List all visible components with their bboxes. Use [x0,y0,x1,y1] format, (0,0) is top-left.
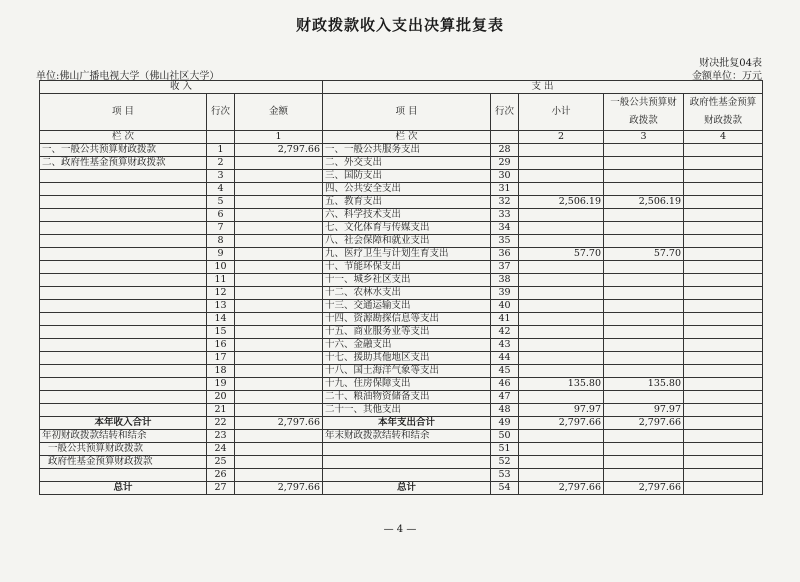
table-row [40,378,763,391]
col-index-blank-2 [491,131,519,144]
gov-fund-amount-cell [684,430,763,443]
income-row-no-cell: 22 [207,417,235,430]
income-amount-cell [235,222,323,235]
subtotal-cell [519,326,604,339]
expense-item-cell: 二十一、其他支出 [323,404,491,417]
gov-fund-amount-cell [684,222,763,235]
income-item-cell: 一般公共预算财政拨款 [40,443,207,456]
expense-row-no-cell: 42 [491,326,519,339]
table-row [40,170,763,183]
income-item-cell [40,196,207,209]
income-item-cell [40,352,207,365]
subtotal-cell [519,144,604,157]
general-public-amount-cell [604,287,684,300]
expense-row-no-cell: 48 [491,404,519,417]
expense-row-no-cell: 31 [491,183,519,196]
general-public-amount-cell [604,274,684,287]
general-public-amount-cell: 2,797.66 [604,417,684,430]
general-public-amount-cell [604,339,684,352]
income-amount-cell [235,404,323,417]
column-header-row [40,94,763,131]
expense-item-cell: 十一、城乡社区支出 [323,274,491,287]
income-row-no-cell: 19 [207,378,235,391]
income-row-no-cell: 9 [207,248,235,261]
income-item-cell [40,378,207,391]
general-public-amount-cell [604,469,684,482]
subtotal-header: 小计 [519,94,604,131]
general-public-amount-cell [604,352,684,365]
expense-item-cell: 十、节能环保支出 [323,261,491,274]
expense-item-cell [323,443,491,456]
income-item-cell: 年初财政拨款结转和结余 [40,430,207,443]
general-public-amount-cell [604,157,684,170]
income-amount-cell [235,196,323,209]
income-item-cell: 总计 [40,482,207,495]
income-amount-cell: 2,797.66 [235,144,323,157]
income-item-cell [40,313,207,326]
subtotal-cell [519,287,604,300]
income-item-cell [40,287,207,300]
gov-fund-amount-cell [684,482,763,495]
form-code: 财决批复04表 [699,58,762,69]
general-public-amount-cell: 135.80 [604,378,684,391]
gov-fund-amount-cell [684,417,763,430]
income-row-no-cell: 23 [207,430,235,443]
general-public-amount-cell: 97.97 [604,404,684,417]
expense-item-cell: 本年支出合计 [323,417,491,430]
table-row [40,287,763,300]
income-row-no-cell: 16 [207,339,235,352]
gov-fund-amount-cell [684,209,763,222]
income-item-cell [40,339,207,352]
gov-fund-amount-cell [684,365,763,378]
col-index-blank [207,131,235,144]
expense-row-no-cell: 32 [491,196,519,209]
subtotal-cell [519,313,604,326]
subtotal-cell: 135.80 [519,378,604,391]
expense-row-no-cell: 44 [491,352,519,365]
income-amount-cell [235,248,323,261]
subtotal-cell [519,235,604,248]
col-index-label-2: 栏 次 [323,131,491,144]
page-title: 财政拨款收入支出决算批复表 [295,16,504,34]
income-amount-cell [235,430,323,443]
income-row-no-cell: 26 [207,469,235,482]
subtotal-cell [519,469,604,482]
income-row-no-cell: 13 [207,300,235,313]
amount-unit: 金额单位：万元 [692,71,762,82]
subtotal-cell [519,391,604,404]
income-row-no-cell: 2 [207,157,235,170]
expense-item-cell: 一、一般公共服务支出 [323,144,491,157]
income-item-cell [40,326,207,339]
gov-fund-amount-cell [684,326,763,339]
income-item-cell [40,300,207,313]
income-amount-cell [235,183,323,196]
gov-fund-amount-cell [684,352,763,365]
expense-row-no-cell: 40 [491,300,519,313]
subtotal-cell [519,183,604,196]
expense-row-no-cell: 51 [491,443,519,456]
income-item-cell [40,183,207,196]
expense-row-no-cell: 39 [491,287,519,300]
gov-fund-amount-cell [684,378,763,391]
expense-item-cell: 二、外交支出 [323,157,491,170]
income-row-no-cell: 5 [207,196,235,209]
income-amount-cell [235,287,323,300]
income-row-no-cell: 1 [207,144,235,157]
income-row-no-cell: 12 [207,287,235,300]
income-item-cell [40,209,207,222]
income-row-no-cell: 20 [207,391,235,404]
gov-fund-amount-cell [684,443,763,456]
expense-group-header: 支 出 [323,81,763,94]
income-item-cell: 本年收入合计 [40,417,207,430]
subtotal-cell: 2,797.66 [519,417,604,430]
table-row [40,261,763,274]
table-row [40,222,763,235]
income-item-cell: 政府性基金预算财政拨款 [40,456,207,469]
table-row [40,196,763,209]
income-row-no-cell: 6 [207,209,235,222]
table-row [40,300,763,313]
expense-row-no-cell: 38 [491,274,519,287]
table-row [40,482,763,495]
general-public-amount-cell [604,443,684,456]
gov-fund-amount-cell [684,339,763,352]
income-item-cell [40,469,207,482]
table-body [40,144,763,495]
general-public-amount-cell [604,313,684,326]
expense-row-no-cell: 47 [491,391,519,404]
gov-fund-amount-cell [684,235,763,248]
expense-row-no-cell: 53 [491,469,519,482]
expense-item-cell: 十七、援助其他地区支出 [323,352,491,365]
income-amount-cell [235,209,323,222]
expense-item-cell: 七、文化体育与传媒支出 [323,222,491,235]
group-header-row [40,81,763,94]
expense-row-no-cell: 43 [491,339,519,352]
expense-item-cell: 十二、农林水支出 [323,287,491,300]
income-amount-cell [235,339,323,352]
expense-row-no-cell: 33 [491,209,519,222]
income-amount-header: 金额 [235,94,323,131]
col-index-label: 栏 次 [40,131,207,144]
general-public-amount-cell [604,326,684,339]
expense-row-no-cell: 37 [491,261,519,274]
expense-item-cell: 三、国防支出 [323,170,491,183]
expense-row-no-header: 行次 [491,94,519,131]
expense-item-header: 项 目 [323,94,491,131]
expense-item-cell: 五、教育支出 [323,196,491,209]
income-item-header: 项 目 [40,94,207,131]
general-public-amount-cell [604,261,684,274]
income-amount-cell [235,456,323,469]
table-row [40,469,763,482]
general-public-amount-cell: 2,506.19 [604,196,684,209]
gov-fund-amount-cell [684,456,763,469]
subtotal-cell [519,209,604,222]
col-index-2: 2 [519,131,604,144]
income-row-no-cell: 10 [207,261,235,274]
expense-row-no-cell: 54 [491,482,519,495]
col-index-3: 3 [604,131,684,144]
income-amount-cell [235,235,323,248]
general-public-amount-cell [604,209,684,222]
expense-item-cell: 二十、粮油物资储备支出 [323,391,491,404]
income-row-no-cell: 7 [207,222,235,235]
expense-item-cell: 九、医疗卫生与计划生育支出 [323,248,491,261]
expense-item-cell: 四、公共安全支出 [323,183,491,196]
income-amount-cell [235,378,323,391]
subtotal-cell: 2,506.19 [519,196,604,209]
expense-item-cell: 总计 [323,482,491,495]
expense-row-no-cell: 41 [491,313,519,326]
gov-fund-amount-cell [684,404,763,417]
expense-item-cell: 八、社会保障和就业支出 [323,235,491,248]
income-item-cell [40,235,207,248]
table-row [40,417,763,430]
income-item-cell [40,248,207,261]
page-number: — 4 — [383,524,417,535]
income-amount-cell [235,326,323,339]
general-public-amount-cell [604,456,684,469]
table-row [40,430,763,443]
subtotal-cell [519,352,604,365]
subtotal-cell: 57.70 [519,248,604,261]
income-row-no-cell: 21 [207,404,235,417]
table-row [40,313,763,326]
gov-fund-amount-cell [684,287,763,300]
table-row [40,274,763,287]
general-public-amount-cell [604,144,684,157]
subtotal-cell [519,261,604,274]
col-index-1: 1 [235,131,323,144]
general-public-amount-cell [604,300,684,313]
table-row [40,248,763,261]
table-row [40,209,763,222]
table-row [40,443,763,456]
table-row [40,183,763,196]
subtotal-cell [519,170,604,183]
gov-fund-amount-cell [684,196,763,209]
expense-item-cell: 十五、商业服务业等支出 [323,326,491,339]
income-item-cell: 二、政府性基金预算财政拨款 [40,157,207,170]
subtotal-cell [519,274,604,287]
income-row-no-cell: 11 [207,274,235,287]
expense-row-no-cell: 36 [491,248,519,261]
income-item-cell [40,365,207,378]
income-amount-cell [235,443,323,456]
income-amount-cell [235,313,323,326]
expense-row-no-cell: 28 [491,144,519,157]
income-amount-cell [235,300,323,313]
income-item-cell [40,222,207,235]
income-row-no-header: 行次 [207,94,235,131]
expense-item-cell: 十四、资源勘探信息等支出 [323,313,491,326]
expense-row-no-cell: 29 [491,157,519,170]
expense-row-no-cell: 35 [491,235,519,248]
expense-row-no-cell: 34 [491,222,519,235]
general-public-amount-cell [604,365,684,378]
income-amount-cell [235,469,323,482]
subtotal-cell [519,157,604,170]
income-item-cell [40,170,207,183]
gov-fund-header: 政府性基金预算财政拨款 [684,94,763,131]
income-amount-cell: 2,797.66 [235,482,323,495]
income-row-no-cell: 4 [207,183,235,196]
expense-item-cell [323,469,491,482]
income-amount-cell [235,170,323,183]
income-group-header: 收 入 [40,81,323,94]
subtotal-cell [519,339,604,352]
expense-row-no-cell: 52 [491,456,519,469]
income-amount-cell [235,365,323,378]
appropriation-table [39,80,763,495]
general-public-amount-cell: 57.70 [604,248,684,261]
gov-fund-amount-cell [684,144,763,157]
gov-fund-amount-cell [684,469,763,482]
general-public-header: 一般公共预算财政拨款 [604,94,684,131]
table-row [40,326,763,339]
expense-row-no-cell: 50 [491,430,519,443]
expense-row-no-cell: 30 [491,170,519,183]
expense-row-no-cell: 45 [491,365,519,378]
expense-item-cell: 十六、金融支出 [323,339,491,352]
general-public-amount-cell [604,222,684,235]
income-row-no-cell: 3 [207,170,235,183]
gov-fund-amount-cell [684,274,763,287]
subtotal-cell [519,443,604,456]
expense-item-cell: 十八、国土海洋气象等支出 [323,365,491,378]
gov-fund-amount-cell [684,170,763,183]
column-index-row [40,131,763,144]
table-row [40,339,763,352]
expense-item-cell: 六、科学技术支出 [323,209,491,222]
income-amount-cell: 2,797.66 [235,417,323,430]
table-row [40,235,763,248]
income-item-cell [40,274,207,287]
gov-fund-amount-cell [684,313,763,326]
income-item-cell [40,391,207,404]
subtotal-cell [519,300,604,313]
income-item-cell [40,261,207,274]
reporting-unit: 单位:佛山广播电视大学（佛山社区大学） [36,71,220,82]
subtotal-cell: 2,797.66 [519,482,604,495]
income-amount-cell [235,352,323,365]
table-row [40,157,763,170]
gov-fund-amount-cell [684,157,763,170]
income-row-no-cell: 17 [207,352,235,365]
general-public-amount-cell [604,235,684,248]
gov-fund-amount-cell [684,261,763,274]
expense-item-cell: 年末财政拨款结转和结余 [323,430,491,443]
table-row [40,144,763,157]
income-amount-cell [235,261,323,274]
income-item-cell [40,404,207,417]
subtotal-cell [519,222,604,235]
gov-fund-amount-cell [684,183,763,196]
general-public-amount-cell [604,170,684,183]
gov-fund-amount-cell [684,300,763,313]
income-item-cell: 一、一般公共预算财政拨款 [40,144,207,157]
general-public-amount-cell [604,183,684,196]
general-public-amount-cell [604,391,684,404]
income-row-no-cell: 24 [207,443,235,456]
subtotal-cell: 97.97 [519,404,604,417]
income-amount-cell [235,157,323,170]
expense-row-no-cell: 49 [491,417,519,430]
income-row-no-cell: 18 [207,365,235,378]
general-public-amount-cell [604,430,684,443]
income-row-no-cell: 8 [207,235,235,248]
income-amount-cell [235,274,323,287]
table-row [40,456,763,469]
subtotal-cell [519,365,604,378]
income-row-no-cell: 14 [207,313,235,326]
income-row-no-cell: 25 [207,456,235,469]
col-index-4: 4 [684,131,763,144]
table-row [40,404,763,417]
expense-item-cell [323,456,491,469]
subtotal-cell [519,430,604,443]
table-row [40,352,763,365]
general-public-amount-cell: 2,797.66 [604,482,684,495]
expense-item-cell: 十九、住房保障支出 [323,378,491,391]
subtotal-cell [519,456,604,469]
gov-fund-amount-cell [684,248,763,261]
expense-item-cell: 十三、交通运输支出 [323,300,491,313]
income-amount-cell [235,391,323,404]
income-row-no-cell: 27 [207,482,235,495]
table-row [40,365,763,378]
table-row [40,391,763,404]
gov-fund-amount-cell [684,391,763,404]
expense-row-no-cell: 46 [491,378,519,391]
income-row-no-cell: 15 [207,326,235,339]
